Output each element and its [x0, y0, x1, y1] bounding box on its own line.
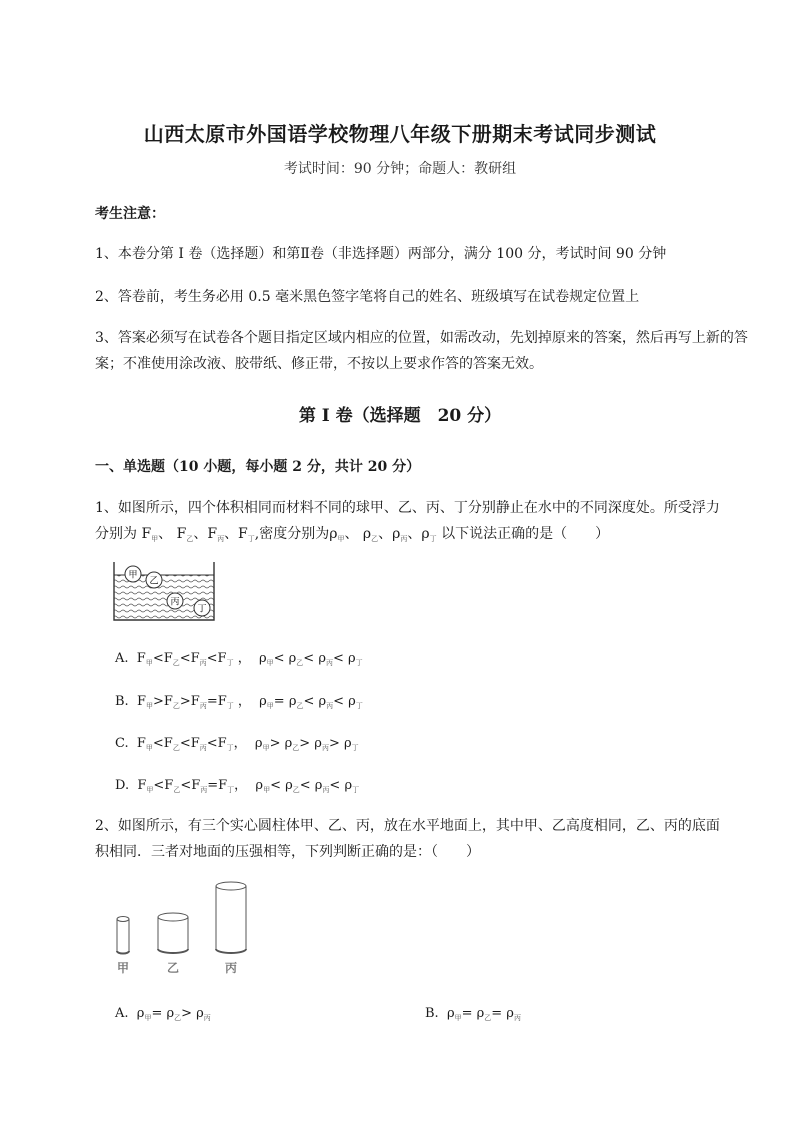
- ball-ding: [194, 600, 210, 616]
- svg-text:乙: 乙: [149, 576, 159, 587]
- q1-figure-beaker: [113, 560, 217, 622]
- section-title: 第 I 卷（选择题 20 分）: [298, 406, 502, 426]
- part-heading: 一、单选题（10 小题，每小题 2 分，共计 20 分）: [95, 459, 421, 475]
- notice-item-1: 1、本卷分第 I 卷（选择题）和第Ⅱ卷（非选择题）两部分，满分 100 分，考试时间 90 分钟: [95, 246, 667, 262]
- q1-stem-prefix: 分别为: [95, 526, 137, 542]
- q1-stem-line1: 1、如图所示，四个体积相同而材料不同的球甲、乙、丙、丁分别静止在水中的不同深度处。所受浮力: [95, 500, 720, 516]
- exam-subtitle: 考试时间：90 分钟；命题人：教研组: [283, 161, 517, 177]
- q2-stem-line2: 积相同．三者对地面的压强相等，下列判断正确的是：（ ）: [95, 844, 480, 860]
- q1-option-b[interactable]: B. $F_甲>F_乙>F_丙=F_丁$ ， $\rho_甲= \rho_乙< \rho_丙< \rho_丁$: [115, 694, 363, 710]
- q1-option-d[interactable]: D. $F_甲<F_乙<F_丙=F_丁$， $\rho_甲< \rho_乙< \rho_丙< \rho_丁$: [115, 778, 360, 794]
- notice-item-2: 2、答卷前，考生务必用 0.5 毫米黑色签字笔将自己的姓名、班级填写在试卷规定位置上: [95, 289, 640, 305]
- ball-yi: [146, 572, 162, 588]
- q1-stem-tail: 以下说法正确的是（ ）: [441, 526, 610, 542]
- notice-heading: 考生注意：: [95, 206, 165, 222]
- q2-option-a[interactable]: A. $\rho_甲= \rho_乙> \rho_丙$: [115, 1006, 211, 1022]
- svg-text:丙: 丙: [170, 597, 180, 608]
- q1-forces: $F_甲$、 $F_乙$、$F_丙$、$F_丁$,密度分别为$\rho_甲$、 $\rho_乙$、$\rho_丙$、$\rho_丁$: [141, 526, 437, 543]
- q2-option-b[interactable]: B. $\rho_甲= \rho_乙= \rho_丙$: [425, 1006, 521, 1022]
- ball-bing: [167, 593, 183, 609]
- svg-text:乙: 乙: [166, 961, 180, 975]
- cylinder-bing: [216, 882, 246, 975]
- ball-jia: [125, 566, 141, 582]
- page-title: 山西太原市外国语学校物理八年级下册期末考试同步测试: [143, 122, 657, 146]
- svg-text:甲: 甲: [128, 570, 138, 581]
- notice-item-3: 3、答案必须写在试卷各个题目指定区域内相应的位置，如需改动，先划掉原来的答案，然后再写上新的答案；不准使用涂改液、胶带纸、修正带，不按以上要求作答的答案无效。: [95, 330, 748, 372]
- q1-option-c[interactable]: C. $F_甲<F_乙<F_丙<F_丁$， $\rho_甲> \rho_乙> \rho_丙> \rho_丁$: [115, 736, 359, 752]
- q1-stem-line2: [95, 521, 750, 552]
- cylinder-jia: [117, 917, 129, 976]
- cylinder-yi: [158, 913, 188, 975]
- q2-figure-cylinders: [108, 878, 258, 980]
- q1-option-a[interactable]: A. $F_甲<F_乙<F_丙<F_丁$ ， $\rho_甲< \rho_乙< \rho_丙< \rho_丁$: [115, 651, 363, 667]
- svg-text:甲: 甲: [116, 961, 130, 975]
- svg-text:丁: 丁: [197, 604, 207, 615]
- svg-text:丙: 丙: [224, 961, 238, 975]
- q2-stem-line1: 2、如图所示，有三个实心圆柱体甲、乙、丙，放在水平地面上，其中甲、乙高度相同，乙、丙的底面: [95, 818, 720, 834]
